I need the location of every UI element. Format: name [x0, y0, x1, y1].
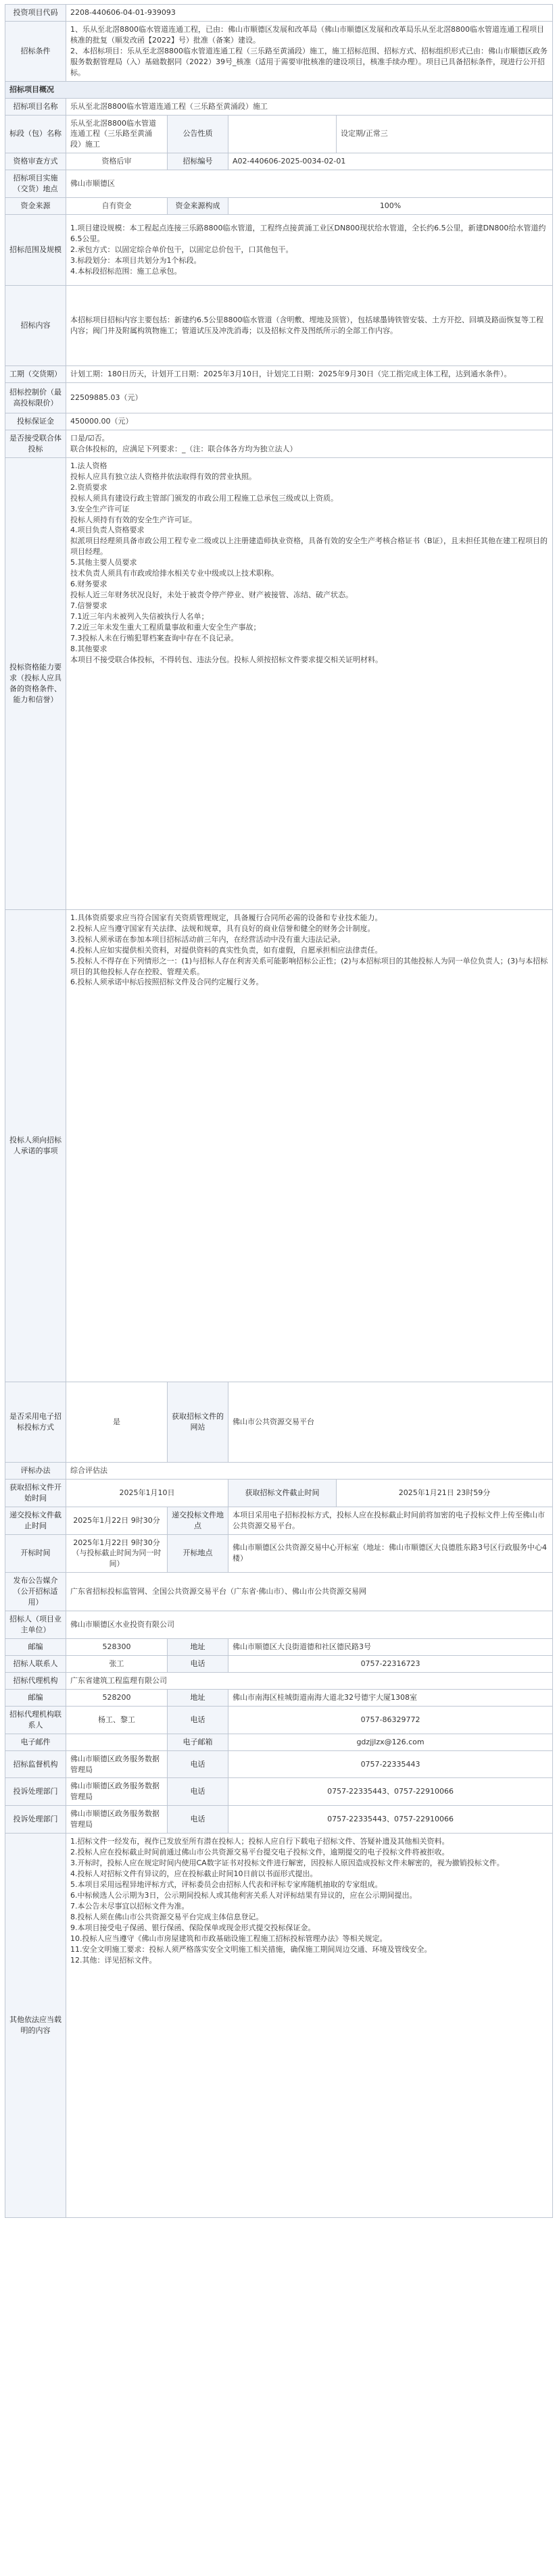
- conditions-text: 1、乐从至北滘8800临水管道连通工程，已由：佛山市顺德区发展和改革局（佛山市顺德区发展和改革局乐从至北滘8800临水管道连通工程项目核准的批复（顺发改函【2022】号）批准（备案）建设。 2、本招标项目：乐从至北滘8800临水管道连通工程（三乐路至黄涌段）施工，施工招标范围、招标方式、招标组织形式已由：佛山市顺德区政务服务数据管理局（入）基础数据同（2022）39号_核准（适用于需要审批核准的建设项目，核准手续办理）。项目已具备招标条件，现进行公开招标。: [66, 21, 553, 81]
- content-text: 本招标项目招标内容主要包括：新建约6.5公里8800临水管道（含明敷、埋地及顶管），包括球墨铸铁管安装、土方开挖、回填及路面恢复等工程内容；阀门井及附属构筑物施工；管道试压及冲洗消毒；以及招标文件及图纸所示的全部工作内容。: [66, 286, 553, 366]
- project-name-value: 乐从至北滘8800临水管道连通工程（三乐路至黄涌段）施工: [66, 98, 553, 115]
- getdoc-end-label: 获取招标文件截止时间: [228, 1479, 337, 1507]
- scope-text: 1.项目建设规模：本工程起点连接三乐路8800临水管道，工程终点接黄涌工业区DN800现状给水管道，全长约6.5公里，新建DN800给水管道约6.5公里。 2.承包方式：以固定综合单价包干，以固定总价包干，口其他包干。 3.标段划分：本项目共划分为1个标段。 4.本标段招标范围：施工总承包。: [66, 215, 553, 286]
- agent-post-label: 邮编: [5, 1689, 66, 1706]
- e-bid-label: 是否采用电子招标投标方式: [5, 1382, 66, 1462]
- getdoc-row: [5, 1479, 553, 1507]
- review-row: [5, 1462, 553, 1479]
- getdoc-end-value: 2025年1月21日 23时59分: [337, 1479, 553, 1507]
- agent-email-value: [66, 1734, 168, 1750]
- code-value: A02-440606-2025-0034-02-01: [228, 153, 553, 170]
- e-bid-row: [5, 1382, 553, 1462]
- opening-label: 开标时间: [5, 1534, 66, 1573]
- schedule-label: 工期（交货期）: [5, 366, 66, 383]
- opening-row: [5, 1534, 553, 1573]
- tenderer-post-value: 528300: [66, 1639, 168, 1656]
- commitment-label: 投标人须向招标人承诺的事项: [5, 909, 66, 1382]
- get-doc-site[interactable]: 佛山市公共资源交易平台: [228, 1382, 553, 1462]
- notes-text: 1.招标文件一经发布，视作已发放至所有潜在投标人；投标人应自行下载电子招标文件、答疑补遗及其他相关资料。 2.投标人应在投标截止时间前通过佛山市公共资源交易平台提交电子投标文件，逾期提交的电子投标文件将被拒收。 3.开标时，投标人应在规定时间内使用CA数字证书对投标文件进行解密，因投标人原因造成投标文件未解密的，视为撤销投标文件。 4.投标人对招标文件有异议的，应在投标截止时间10日前以书面形式提出。 5.本项目采用远程异地评标方式，评标委员会由招标人代表和评标专家库随机抽取的专家组成。 6.中标候选人公示期为3日，公示期间投标人或其他利害关系人对评标结果有异议的，应在公示期间提出。 7.本公告未尽事宜以招标文件为准。 8.投标人须在佛山市公共资源交易平台完成主体信息登记。 9.本项目接受电子保函、银行保函、保险保单或现金形式提交投标保证金。 10.投标人应当遵守《佛山市房屋建筑和市政基础设施工程施工招标投标管理办法》等相关规定。 11.安全文明施工要求：投标人须严格落实安全文明施工相关措施，确保施工期间周边交通、环境及管线安全。 12.其他：详见招标文件。: [66, 1834, 553, 2218]
- funding-row: [5, 198, 553, 215]
- tenderer-contact-value: 张工: [66, 1655, 168, 1672]
- agent-email-label: 电子邮件: [5, 1734, 66, 1750]
- audit-label: 资格审查方式: [5, 153, 66, 170]
- audit-value: 资格后审: [66, 153, 168, 170]
- agent-email-row: [5, 1734, 553, 1750]
- deadline-value: 2025年1月22日 9时30分: [66, 1507, 168, 1534]
- section-row: [5, 115, 553, 153]
- agent-post-value: 528200: [66, 1689, 168, 1706]
- tenderer-addr-value: 佛山市顺德区大良街道德和社区德民路3号: [228, 1639, 553, 1656]
- getdoc-label: 获取招标文件开始时间: [5, 1479, 66, 1507]
- notice-status: 设定期/正常三: [337, 115, 553, 153]
- complaint-label: 投诉处理部门: [5, 1778, 66, 1806]
- e-bid-value: 是: [66, 1382, 168, 1462]
- tenderer-addr-label: 地址: [168, 1639, 228, 1656]
- consortium-row: [5, 430, 553, 457]
- complaint-row: [5, 1778, 553, 1806]
- agent-addr-label: 地址: [168, 1689, 228, 1706]
- project-code-label: 投资项目代码: [5, 5, 66, 22]
- funding-label: 资金来源: [5, 198, 66, 215]
- agent-label: 招标代理机构: [5, 1672, 66, 1689]
- complaint-tel-value: 0757-22335443、0757-22910066: [228, 1778, 553, 1806]
- tenderer-value: 佛山市顺德区水业投资有限公司: [66, 1611, 553, 1639]
- location-label: 招标项目实施（交货）地点: [5, 170, 66, 198]
- opening-value: 2025年1月22日 9时30分（与投标截止时间为同一时间）: [66, 1534, 168, 1573]
- agent-value: 广东省建筑工程监理有限公司: [66, 1672, 553, 1689]
- scope-label: 招标范围及规模: [5, 215, 66, 286]
- get-doc-label: 获取招标文件的网站: [168, 1382, 228, 1462]
- agent-mailbox-value[interactable]: gdzjjlzx@126.com: [228, 1734, 553, 1750]
- publish-label: 发布公告媒介（公开招标适用）: [5, 1573, 66, 1611]
- price-label: 招标控制价（最高投标限价）: [5, 383, 66, 413]
- supervisor-value: 佛山市顺德区政务服务数据管理局: [66, 1750, 168, 1778]
- tenderer-contact-row: [5, 1655, 553, 1672]
- overview-header: 招标项目概况: [5, 81, 553, 98]
- complaint-tel-label: 电话: [168, 1778, 228, 1806]
- agent-contact-value: 杨工、黎工: [66, 1706, 168, 1734]
- agent-tel-value: 0757-86329772: [228, 1706, 553, 1734]
- tenderer-post-label: 邮编: [5, 1639, 66, 1656]
- tenderer-tel-value: 0757-22316723: [228, 1655, 553, 1672]
- agent-row: [5, 1672, 553, 1689]
- tenderer-tel-label: 电话: [168, 1655, 228, 1672]
- deadline-place-value: 本项目采用电子招标投标方式，投标人应在投标截止时间前将加密的电子投标文件上传至佛山市公共资源交易平台。: [228, 1507, 553, 1534]
- funding-ratio-value: 100%: [228, 198, 553, 215]
- tenderer-contact-label: 招标人联系人: [5, 1655, 66, 1672]
- price-value: 22509885.03（元）: [66, 383, 553, 413]
- complaint2-tel-value: 0757-22335443、0757-22910066: [228, 1806, 553, 1834]
- location-value: 佛山市顺德区: [66, 170, 553, 198]
- notice-type-value: [228, 115, 337, 153]
- qualifications-label: 投标资格能力要求（投标人应具备的资格条件、能力和信誉）: [5, 457, 66, 909]
- location-row: [5, 170, 553, 198]
- commitment-text: 1.具体资质要求应当符合国家有关资质管理规定，具备履行合同所必需的设备和专业技术能力。 2.投标人应当遵守国家有关法律、法规和规章，具有良好的商业信誉和健全的财务会计制度。 3.投标人须承诺在参加本项目招标活动前三年内，在经营活动中没有重大违法记录。 4.投标人应如实提供相关资料，对提供资料的真实性负责，如有虚假，自愿承担相应法律责任。 5.投标人不得存在下列情形之一：(1)与招标人存在利害关系可能影响招标公正性；(2)与本招标项目的其他投标人为同一单位负责人；(3)与本招标项目的其他投标人存在控股、管理关系。 6.投标人须承诺中标后按照招标文件及合同约定履行义务。: [66, 909, 553, 1382]
- publish-value: 广东省招标投标监管网、全国公共资源交易平台（广东省·佛山市）、佛山市公共资源交易网: [66, 1573, 553, 1611]
- overview-header-row: [5, 81, 553, 98]
- complaint2-tel-label: 电话: [168, 1806, 228, 1834]
- agent-tel-label: 电话: [168, 1706, 228, 1734]
- complaint2-label: 投诉处理部门: [5, 1806, 66, 1834]
- complaint2-value: 佛山市顺德区政务服务数据管理局: [66, 1806, 168, 1834]
- section-label: 标段（包）名称: [5, 115, 66, 153]
- tenderer-label: 招标人（项目业主单位）: [5, 1611, 66, 1639]
- supervisor-tel-label: 电话: [168, 1750, 228, 1778]
- price-row: [5, 383, 553, 413]
- content-label: 招标内容: [5, 286, 66, 366]
- tenderer-row: [5, 1611, 553, 1639]
- opening-place-label: 开标地点: [168, 1534, 228, 1573]
- funding-value: 自有资金: [66, 198, 168, 215]
- review-value: 综合评估法: [66, 1462, 553, 1479]
- notes-row: [5, 1834, 553, 2218]
- complaint-value: 佛山市顺德区政务服务数据管理局: [66, 1778, 168, 1806]
- agent-post-row: [5, 1689, 553, 1706]
- agent-contact-row: [5, 1706, 553, 1734]
- supervisor-tel-value: 0757-22335443: [228, 1750, 553, 1778]
- complaint2-row: [5, 1806, 553, 1834]
- supervisor-label: 招标监督机构: [5, 1750, 66, 1778]
- deadline-place-label: 递交投标文件地点: [168, 1507, 228, 1534]
- conditions-row: [5, 21, 553, 81]
- deposit-row: [5, 413, 553, 430]
- getdoc-value: 2025年1月10日: [66, 1479, 228, 1507]
- schedule-row: [5, 366, 553, 383]
- code-label: 招标编号: [168, 153, 228, 170]
- agent-contact-label: 招标代理机构联系人: [5, 1706, 66, 1734]
- deadline-label: 递交投标文件截止时间: [5, 1507, 66, 1534]
- project-name-label: 招标项目名称: [5, 98, 66, 115]
- agent-mailbox-label: 电子邮箱: [168, 1734, 228, 1750]
- tender-announcement-table: [5, 4, 553, 2218]
- deadline-row: [5, 1507, 553, 1534]
- schedule-value: 计划工期：180日历天，计划开工日期：2025年3月10日，计划完工日期：2025年9月30日（完工指完成主体工程，达到通水条件）。: [66, 366, 553, 383]
- project-name-row: [5, 98, 553, 115]
- deposit-value: 450000.00（元）: [66, 413, 553, 430]
- qualifications-row: [5, 457, 553, 909]
- section-value: 乐从至北滘8800临水管道连通工程（三乐路至黄涌段）施工: [66, 115, 168, 153]
- opening-place-value: 佛山市顺德区公共资源交易中心开标室（地址：佛山市顺德区大良德胜东路3号区行政服务中心4楼）: [228, 1534, 553, 1573]
- conditions-label: 招标条件: [5, 21, 66, 81]
- agent-addr-value: 佛山市南海区桂城街道南海大道北32号德宇大厦1308室: [228, 1689, 553, 1706]
- consortium-label: 是否接受联合体投标: [5, 430, 66, 457]
- notes-label: 其他依法应当载明的内容: [5, 1834, 66, 2218]
- qualifications-text: 1.法人资格 投标人应具有独立法人资格并依法取得有效的营业执照。 2.资质要求 投标人须具有建设行政主管部门颁发的市政公用工程施工总承包三级或以上资质。 3.安全生产许可证 投标人须持有有效的安全生产许可证。 4.项目负责人资格要求 拟派项目经理须具备市政公用工程专业二级或以上注册建造师执业资格，具备有效的安全生产考核合格证书（B证），且未担任其他在建工程项目的项目经理。 5.其他主要人员要求 技术负责人须具有市政或给排水相关专业中级或以上技术职称。 6.财务要求 投标人近三年财务状况良好，未处于被责令停产停业、财产被接管、冻结、破产状态。 7.信誉要求 7.1近三年内未被列入失信被执行人名单； 7.2近三年未发生重大工程质量事故和重大安全生产事故； 7.3投标人未在行贿犯罪档案查询中存在不良记录。 8.其他要求 本项目不接受联合体投标，不得转包、违法分包。投标人须按招标文件要求提交相关证明材料。: [66, 457, 553, 909]
- audit-row: [5, 153, 553, 170]
- notice-type-label: 公告性质: [168, 115, 228, 153]
- deposit-label: 投标保证金: [5, 413, 66, 430]
- commitment-row: [5, 909, 553, 1382]
- publish-row: [5, 1573, 553, 1611]
- project-code-value: 2208-440606-04-01-939093: [66, 5, 553, 22]
- supervisor-row: [5, 1750, 553, 1778]
- consortium-value: 口是/☑否。 联合体投标的，应满足下列要求：_（注：联合体各方均为独立法人）: [66, 430, 553, 457]
- scope-row: [5, 215, 553, 286]
- review-label: 评标办法: [5, 1462, 66, 1479]
- funding-ratio-label: 资金来源构成: [168, 198, 228, 215]
- project-code-row: [5, 5, 553, 22]
- content-row: [5, 286, 553, 366]
- tenderer-post-row: [5, 1639, 553, 1656]
